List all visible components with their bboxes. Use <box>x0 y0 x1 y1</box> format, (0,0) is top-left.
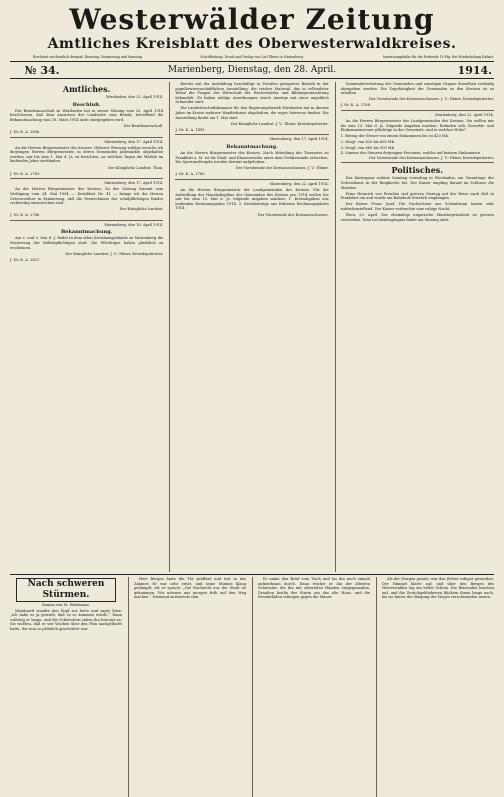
feuilleton-section <box>10 577 494 797</box>
notice-signature: Der Vorsitzende des Kreisausschusses. J. V.: Ebner, Kreisdeputierter. <box>369 155 494 160</box>
divider <box>10 220 163 221</box>
notice-body: An die Herren Bürgermeister des Kreises. Höherer Weisung zufolge ersuche ich diejenigen Herren Bürgermeister, in deren Gemeinden Jahrmärkte abgehalten werden, mir bis zum 1. Mai d. Js. zu berichten, an welchen Tagen die Märkte im laufenden Jahre stattfinden. <box>10 145 164 164</box>
feuilleton-paragraph: Meinhardt wandte den Kopf zur Seite und sagte leise: „Ich habe es ja gewußt, daß es so kommen würde.“ Dann schwieg er lange, und die Schwestern sahen ihn besorgt an. Sie wußten, daß er seit Wochen über den Plan nachgedacht hatte, der nun so plötzlich gescheitert war. <box>10 608 122 631</box>
feuilleton-paragraph: Er nahm den Brief vom Tisch und las ihn noch einmal aufmerksam durch. Dann reichte er ihn der ältesten Schwester, die ihn mit zitternden Händen entgegennahm. Draußen heulte der Sturm um das alte Haus, und die Fensterläden schlugen gegen die Mauer. <box>258 577 370 600</box>
notice-place-date: Marienberg, den 18. April 1914. <box>104 222 164 227</box>
notice-subheading: Bekanntmachung. <box>226 144 278 151</box>
divider <box>175 134 328 135</box>
column-politics <box>335 82 494 572</box>
feuilleton-divider <box>10 574 494 575</box>
notice-subheading: Beschluß. <box>72 101 101 108</box>
issue-date: Marienberg, Dienstag, den 28. April. <box>167 65 337 75</box>
advert-price-info: Insertionsgebühr für die Petitzeile 10 Pfg. Bei Wiederholung Rabatt. <box>383 55 494 59</box>
notice-signature: Der Vorsitzende des Kreisausschusses. <box>257 212 329 217</box>
feuilleton-column <box>376 577 494 797</box>
notice-journal-number: J. Nr. K. A. 2783. <box>10 171 41 176</box>
feuilleton-paragraph: Als der Morgen graute, war das Wetter ruhiger geworden. Der Himmel klarte auf, und über den Bergen des Westerwaldes lag ein heller Schein. Die Reisenden brachen auf, und die Zurückgebliebenen blickten ihnen lange nach, bis sie hinter der Biegung des Weges verschwunden waren. <box>382 577 494 600</box>
notice-place-date: Marienberg, den 17. April 1914. <box>269 137 329 142</box>
column-notices <box>169 82 328 572</box>
divider <box>175 179 328 180</box>
list-item: 4. Summe der Steuern derjenigen Personen, welche auf keinem Einkommen <box>340 151 480 156</box>
notice-body: Die Landwirtschaftskammer für den Regierungsbezirk Wiesbaden hat in diesem Jahre im Kreise mehrere Wanderkurse abgehalten, die reges Interesse fanden. Die Ausstellung findet am 1. Mai statt. <box>175 106 329 120</box>
newspaper-subtitle: Amtliches Kreisblatt des Oberwesterwaldkreises. <box>47 36 457 52</box>
notice-journal-number: J. Nr. K. A. 1495. <box>175 127 206 132</box>
notice-subheading: Bekanntmachung. <box>60 229 113 236</box>
list-item: 2. Desgl. von 420 bis 660 Mk. <box>340 139 395 144</box>
notice-place-date: Marienberg, den 17. April 1914. <box>104 181 164 186</box>
notice-body: Bereits mit der Ausbildung beschäftigt in Preußen geeigneter Betrieb in der populärwissenschaftlichen Ausstellung, die reiches Material, das in vollendeter Weise die Fragen der Wirtschaft der Westerwälder und Bildungseinrichtung behandelt. Es haben infolge Anordnungen durch Anzeige mit einer angeblich Schneider statt. <box>175 82 329 105</box>
divider <box>341 162 494 163</box>
notice-journal-number: J. Nr. K. A. 2786. <box>10 213 41 218</box>
masthead <box>10 4 494 79</box>
notice-journal-number: J. Nr. K. A. 2786. <box>340 103 371 108</box>
notice-body: Gemeindevertretung der Gemeinden und sonstigen Organe derselben vorläufig abzugeben werden. Die Zugehörigkeit der Gemeinden zu den Kreisen ist zu erhalten. <box>340 82 494 96</box>
notice-body: An die Herren Bürgermeister des Kreises. Nach Mitteilung des Tierarztes zu Frankfurt a. M. ist die Maul- und Klauenseuche unter dem Viehbestande erloschen. Die Sperrmaßregeln werden hiermit aufgehoben. <box>175 151 329 165</box>
feuilleton-paragraph: Herr Bergen hatte die Tür geöffnet und trat in das Zimmer. Er war sehr ernst, und seine Stimme klang gedämpft, als er sprach: „Die Nachricht aus der Stadt ist gekommen. Wir müssen uns morgen früh auf den Weg machen.“ Niemand antwortete ihm. <box>134 577 246 600</box>
notice-journal-number: J. Nr. K. A. 2780. <box>175 172 206 177</box>
notice-signature: Der Königliche Landrat. J. V.: Ebner, Kreisdeputierter. <box>65 251 164 256</box>
notice-signature: Der Königliche Landrat. J. V.: Ebner, Kreisdeputierter. <box>230 121 329 126</box>
column-official <box>10 82 163 572</box>
list-item: 1. Betrag der Steuer von einem Einkommen bis zu 420 Mk. <box>340 134 449 139</box>
notice-body: An die Herren Bürgermeister der Landgemeinden des Kreises. Für die Aufstellung der Haushaltspläne der Gemeinden des Kreises pro 1914 wollen Sie mir bis zum 15. Mai d. Js. folgende Angaben machen: 1. Kreisabgaben aus laufenden Rechnungsjahre 1914. 2. Kreisbeiträge aus früheren Rechnungsjahren 1914. <box>175 188 329 211</box>
notice-signature: Der Bezirksausschuß. <box>123 123 164 128</box>
notice-body: An die Herren Bürgermeister des Kreises. Zu der Sitzung hiermit vom Verfügung vom 24. Mai 1904 — Kreisblatt Nr. 41 — bringe ich die Herren Ortsvorsteher in Erinnerung, daß die Verzeichnisse der schulpflichtigen Kinder rechtzeitig einzureichen sind. <box>10 187 164 206</box>
politics-paragraph: Prinz Heinrich von Preußen traf gestern Montag auf der Reise nach Kiel in Frankfurt ein und wurde am Bahnhofe feierlich empfangen. <box>340 191 494 201</box>
feuilleton-heading: Nach schweren Stürmen. <box>16 578 116 602</box>
notice-journal-number: J. Nr. K. A. 2827. <box>10 257 41 262</box>
main-columns <box>10 82 494 572</box>
divider <box>341 110 494 111</box>
schedule-info: Erscheint wöchentlich dreimal: Dienstag, Donnerstag und Samstag <box>32 55 142 59</box>
publisher-info: Schriftleitung, Druck und Verlag von Carl Ebner in Marienberg. <box>200 55 304 59</box>
notice-signature: Der Vorsitzende des Kreisausschusses. J. V.: Ebner, Kreisdeputierter. <box>369 97 494 102</box>
notice-body: Am 2. und 3. Mai d. J. findet in dem alten Kreishausgebäude zu Marienberg die Musterung der Militärpflichtigen statt. Die Pflichtigen haben pünktlich zu erscheinen. <box>10 236 164 250</box>
divider <box>10 178 163 179</box>
politics-paragraph: Der Kaiser Franz Josef. Die Nachrichten aus Schönbrunn lauten sehr zufriedenstellend. Der Kaiser verbrachte eine ruhige Nacht. <box>340 202 494 211</box>
section-heading-official: Amtliches. <box>62 84 111 94</box>
notice-journal-number: J. Nr. K. A. 2696. <box>10 129 41 134</box>
dateline <box>10 61 494 79</box>
divider <box>10 137 163 138</box>
feuilleton-column <box>252 577 370 797</box>
newspaper-title: Westerwälder Zeitung <box>69 3 435 36</box>
section-heading-politics: Politisches. <box>391 165 444 176</box>
notice-signature: Der Königliche Landrat. <box>119 207 164 212</box>
issue-number: № 34. <box>24 63 60 77</box>
notice-place-date: Marienberg, den 22. April 1914. <box>435 112 494 117</box>
issue-year: 1914. <box>457 63 492 77</box>
politics-paragraph: Wien, 25. April. Der ehemalige ungarische Ministerpräsident ist gestern verstorben. Sein Leichenbegängnis findet am Montag statt. <box>340 212 494 222</box>
feuilleton-column <box>128 577 246 797</box>
feuilleton-column <box>10 577 122 797</box>
list-item: 3. Desgl. von 660 bis 900 Mk. <box>340 145 395 150</box>
notice-body: Der Bezirksausschuß zu Wiesbaden hat in seiner Sitzung vom 23. April 1914 beschlossen, daß dem Ansuchen der Landwirte vom Bezirk, betreffend die Bekanntmachung vom 18. März 1914 nicht stattgegeben wird. <box>10 108 164 122</box>
notice-place-date: Wiesbaden, den 25. April 1914. <box>106 95 164 99</box>
politics-paragraph: Das Kaiserpaar wohnte Sonntag vormittag in Wiesbaden, am Vormittage des Gottesdienst in der Ringkirche bei. Der Kaiser empfing darauf im Schlosse die Minister. <box>340 176 494 190</box>
notice-signature: Der Vorsitzende des Kreisausschusses. J. V.: Ebner. <box>235 166 329 171</box>
notice-place-date: Marienberg, den 17. April 1914. <box>104 139 164 144</box>
feuilleton-byline: Roman von M. Weidmann. <box>42 603 90 607</box>
publication-info <box>10 55 494 59</box>
notice-body: An die Herren Bürgermeister der Landgemeinden des Kreises. Sie wollen mir bis zum 15. Mai d. Js. folgende Angaben machen: Befinden sich Gewerbe- und Einkommensteuer pflichtige in der Gemeinde, und in welcher Höhe? <box>340 119 494 133</box>
notice-signature: Der Königliche Landrat. Thon. <box>107 165 164 170</box>
notice-place-date: Marienberg, den 22. April 1914. <box>269 182 329 186</box>
